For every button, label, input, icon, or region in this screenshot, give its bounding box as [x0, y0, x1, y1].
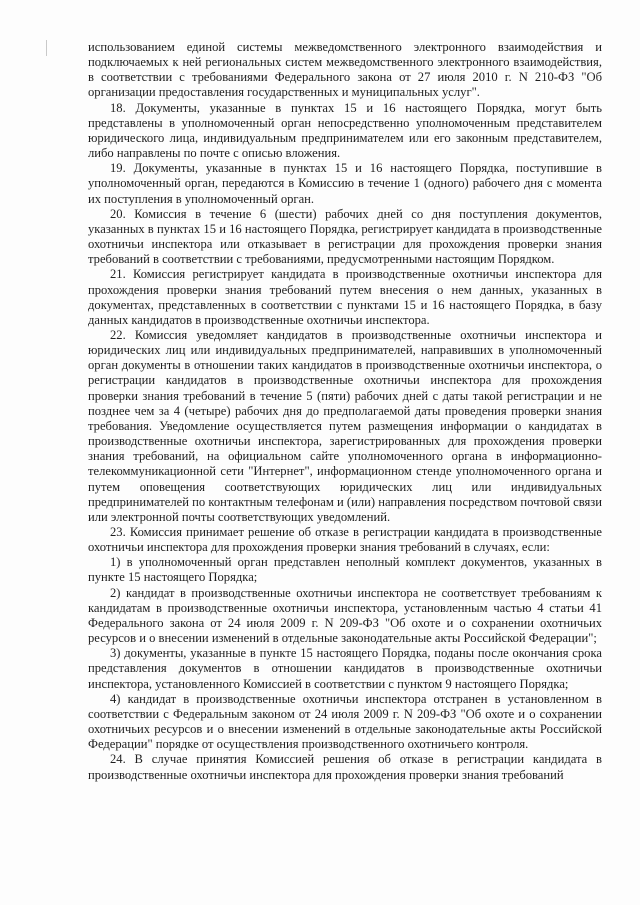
paragraph-18: 18. Документы, указанные в пунктах 15 и 16 настоящего Порядка, могут быть представлены в уполномоченный орган непосредственно уполномоченным представителем юридического лица, индивидуальным предпринимателем или его законным представителем, либо направлены по почте с описью вложения.: [88, 100, 602, 161]
paragraph-22: 22. Комиссия уведомляет кандидатов в производственные охотничьи инспектора и юридических лиц или индивидуальных предпринимателей, направивших в уполномоченный орган документы в отношении таких кандидатов в производственные охотничьи инспектора, о регистрации кандидатов в производственные охотничьи инспектора для прохождения проверки знания требований в течение 5 (пяти) рабочих дней с даты такой регистрации и не позднее чем за 4 (четыре) рабочих дня до предполагаемой даты проведения проверки знания требования. Уведомление осуществляется путем размещения информации о кандидатах в производственные охотничьи инспектора, зарегистрированных для прохождения проверки знания требований, на официальном сайте уполномоченного органа в информационно-телекоммуникационной сети "Интернет", информационном стенде уполномоченного органа и путем оповещения соответствующих юридических лиц или индивидуальных предпринимателей по контактным телефонам и (или) направления посредством почтовой связи или электронной почты соответствующих уведомлений.: [88, 327, 602, 524]
paragraph-24: 24. В случае принятия Комиссией решения об отказе в регистрации кандидата в производственные охотничьи инспектора для прохождения проверки знания требований: [88, 752, 602, 782]
paragraph-23-item-2: 2) кандидат в производственные охотничьи инспектора не соответствует требованиям к кандидатам в производственные охотничьи инспектора, установленным частью 4 статьи 41 Федерального закона от 24 июля 2009 г. N 209-ФЗ "Об охоте и о сохранении охотничьих ресурсов и о внесении изменений в отдельные законодательные акты Российской Федерации";: [88, 585, 602, 646]
scan-artifact-mark: [46, 40, 47, 56]
paragraph-23-item-1: 1) в уполномоченный орган представлен неполный комплект документов, указанных в пункте 15 настоящего Порядка;: [88, 555, 602, 585]
paragraph-21: 21. Комиссия регистрирует кандидата в производственные охотничьи инспектора для прохождения проверки знания требований путем внесения о нем данных, указанных в документах, представленных в соответствии с пунктами 15 и 16 настоящего Порядка, в базу данных кандидатов в производственные охотничьи инспектора.: [88, 267, 602, 327]
paragraph-23-item-3: 3) документы, указанные в пункте 15 настоящего Порядка, поданы после окончания срока представления документов в отношении кандидатов в производственные охотничьи инспектора, установленного Комиссией в соответствии с пунктом 9 настоящего Порядка;: [88, 646, 602, 691]
paragraph-23-item-4: 4) кандидат в производственные охотничьи инспектора отстранен в установленном в соответствии с Федеральным законом от 24 июля 2009 г. N 209-ФЗ "Об охоте и о сохранении охотничьих ресурсов и о внесении изменений в отдельные законодательные акты Российской Федерации" порядке от осуществления производственного охотничьего контроля.: [88, 691, 602, 752]
paragraph-continuation: использованием единой системы межведомственного электронного взаимодействия и подключаемых к ней региональных систем межведомственного электронного взаимодействия, в соответствии с требованиями Федерального закона от 27 июля 2010 г. N 210-ФЗ "Об организации предоставления государственных и муниципальных услуг".: [88, 40, 602, 100]
paragraph-23: 23. Комиссия принимает решение об отказе в регистрации кандидата в производственные охотничьи инспектора для прохождения проверки знания требований в случаях, если:: [88, 525, 602, 555]
paragraph-20: 20. Комиссия в течение 6 (шести) рабочих дней со дня поступления документов, указанных в пунктах 15 и 16 настоящего Порядка, регистрирует кандидата в производственные охотничьи инспектора или отказывает в регистрации для прохождения проверки знания требований в соответствии с требованиями, предусмотренными настоящим Порядком.: [88, 206, 602, 267]
paragraph-19: 19. Документы, указанные в пунктах 15 и 16 настоящего Порядка, поступившие в уполномоченный орган, передаются в Комиссию в течение 1 (одного) рабочего дня с момента их поступления в уполномоченный орган.: [88, 161, 602, 206]
